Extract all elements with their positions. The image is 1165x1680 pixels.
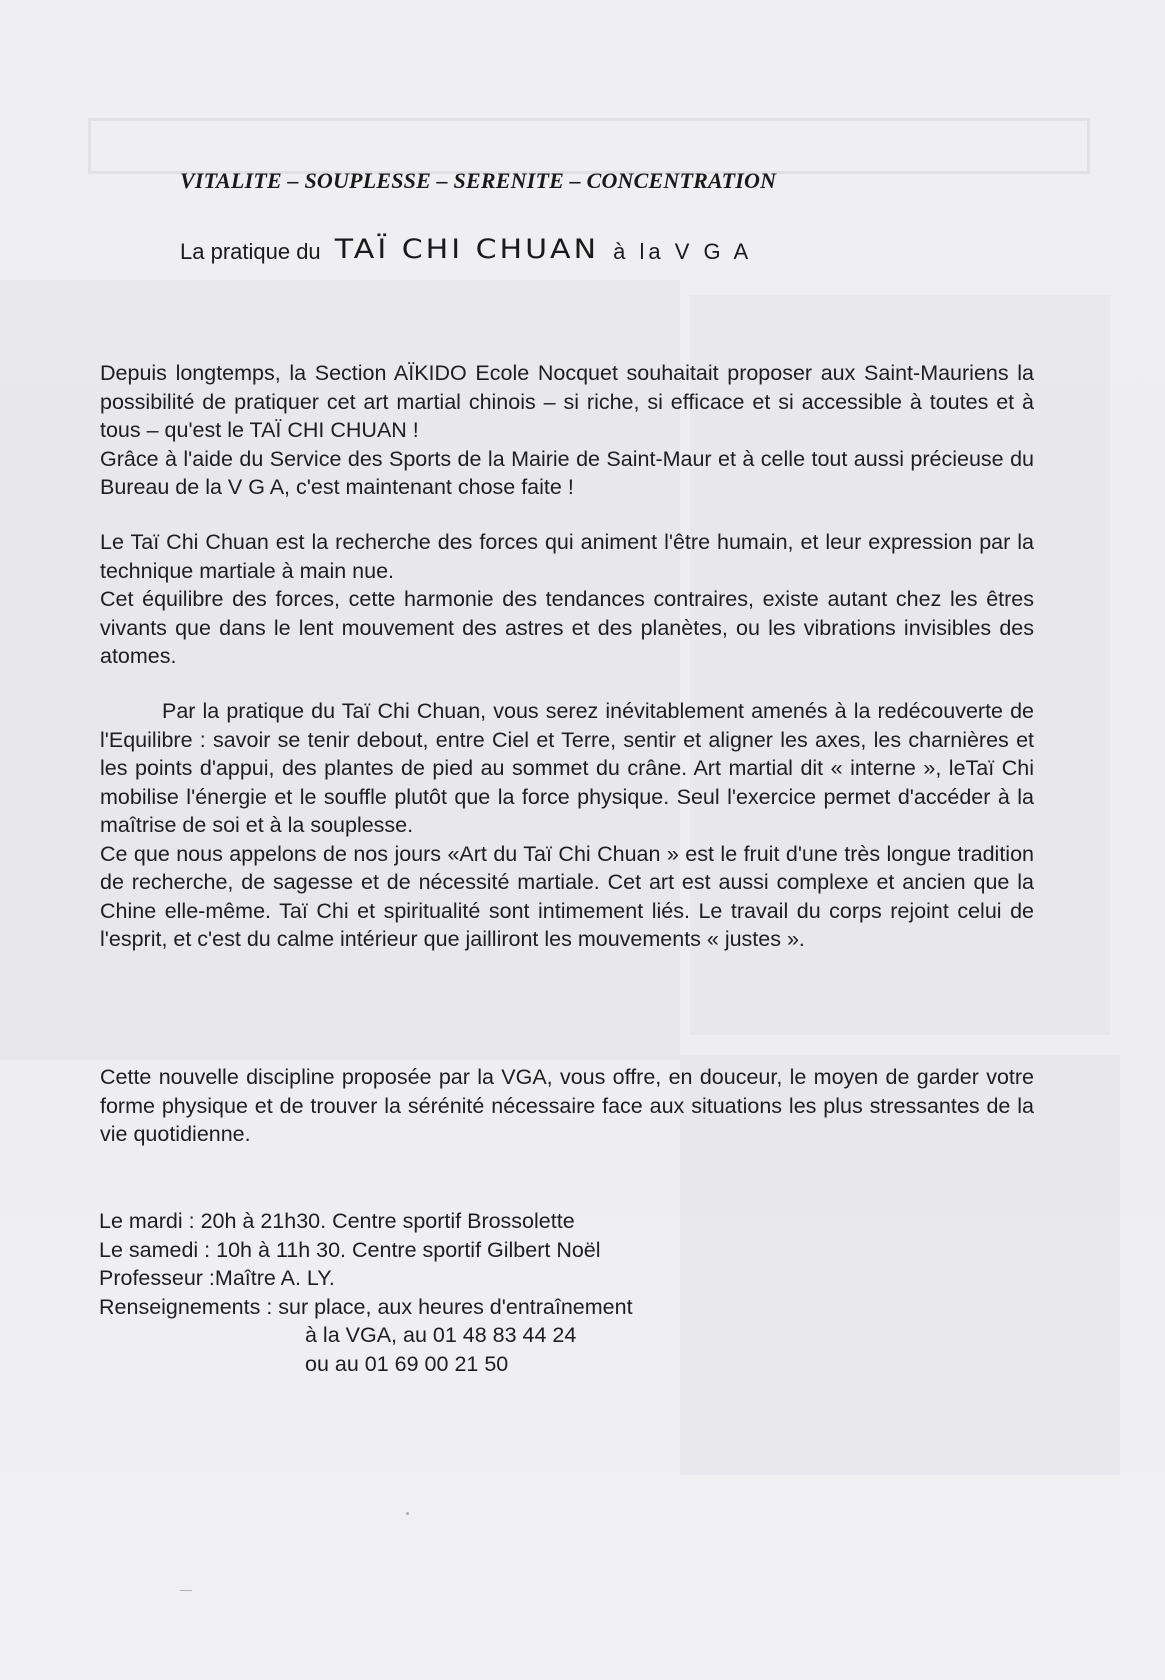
practice-block <box>100 697 1034 954</box>
schedule-phone-vga: à la VGA, au 01 48 83 44 24 <box>305 1323 577 1347</box>
subtitle-handwritten-title: TAÏ CHI CHUAN <box>334 233 600 266</box>
paper-speck <box>406 1512 409 1515</box>
schedule-phone-alt: ou au 01 69 00 21 50 <box>305 1351 509 1376</box>
paragraph-tradition: Ce que nous appelons de nos jours «Art du Taï Chi Chuan » est le fruit d'une très longue tradition de recherche, de sagesse et de nécessité martiale. Cet art est aussi complexe et ancien que la Chine elle-même. Taï Chi et spiritualité sont intimement liés. Le travail du corps rejoint celui de l'esprit, et c'est du calme intérieur que jailliront les mouvements « justes ». <box>100 841 1034 951</box>
schedule-block <box>99 1207 633 1378</box>
subtitle-suffix: à la V G A <box>613 239 753 264</box>
intro-block <box>100 359 1034 502</box>
subtitle <box>180 232 752 267</box>
paragraph-balance: Cet équilibre des forces, cette harmonie des tendances contraires, existe autant chez les êtres vivants que dans le lent mouvement des astres et des planètes, ou les vibrations invisibles des atomes. <box>100 587 1034 668</box>
show-through-frame <box>88 118 1090 174</box>
schedule-saturday: Le samedi : 10h à 11h 30. Centre sportif Gilbert Noël <box>99 1237 601 1262</box>
schedule-info: Renseignements : sur place, aux heures d'entraînement <box>99 1294 633 1319</box>
subtitle-prefix: La pratique du <box>180 239 321 264</box>
paragraph-practice: Par la pratique du Taï Chi Chuan, vous serez inévitablement amenés à la redécouverte de l'Equilibre : savoir se tenir debout, entre Ciel et Terre, sentir et aligner les axes, les charnières et les points d'appui, des plantes de pied au sommet du crâne. Art martial dit « interne », leTaï Chi mobilise l'énergie et le souffle plutôt que la force physique. Seul l'exercice permet d'accéder à la maîtrise de soi et à la souplesse. <box>100 699 1034 837</box>
schedule-tuesday: Le mardi : 20h à 21h30. Centre sportif Brossolette <box>99 1209 575 1233</box>
page-header-title: VITALITE – SOUPLESSE – SERENITE – CONCENTRATION <box>180 168 777 193</box>
paper-speck <box>180 1590 192 1591</box>
paragraph-definition: Le Taï Chi Chuan est la recherche des forces qui animent l'être humain, et leur expression par la technique martiale à main nue. <box>100 530 1034 583</box>
paragraph-conclusion: Cette nouvelle discipline proposée par la VGA, vous offre, en douceur, le moyen de garder votre forme physique et de trouver la sérénité nécessaire face aux situations les plus stressantes de la vie quotidienne. <box>100 1065 1034 1146</box>
schedule-teacher: Professeur :Maître A. LY. <box>99 1266 335 1290</box>
definition-block <box>100 528 1034 671</box>
paragraph-intro: Depuis longtemps, la Section AÏKIDO Ecole Nocquet souhaitait proposer aux Saint-Mauriens la possibilité de pratiquer cet art martial chinois – si riche, si efficace et si accessible à toutes et à tous – qu'est le TAÏ CHI CHUAN ! <box>100 361 1034 442</box>
paragraph-thanks: Grâce à l'aide du Service des Sports de la Mairie de Saint-Maur et à celle tout aussi précieuse du Bureau de la V G A, c'est maintenant chose faite ! <box>100 446 1034 499</box>
conclusion-block <box>100 1063 1034 1149</box>
